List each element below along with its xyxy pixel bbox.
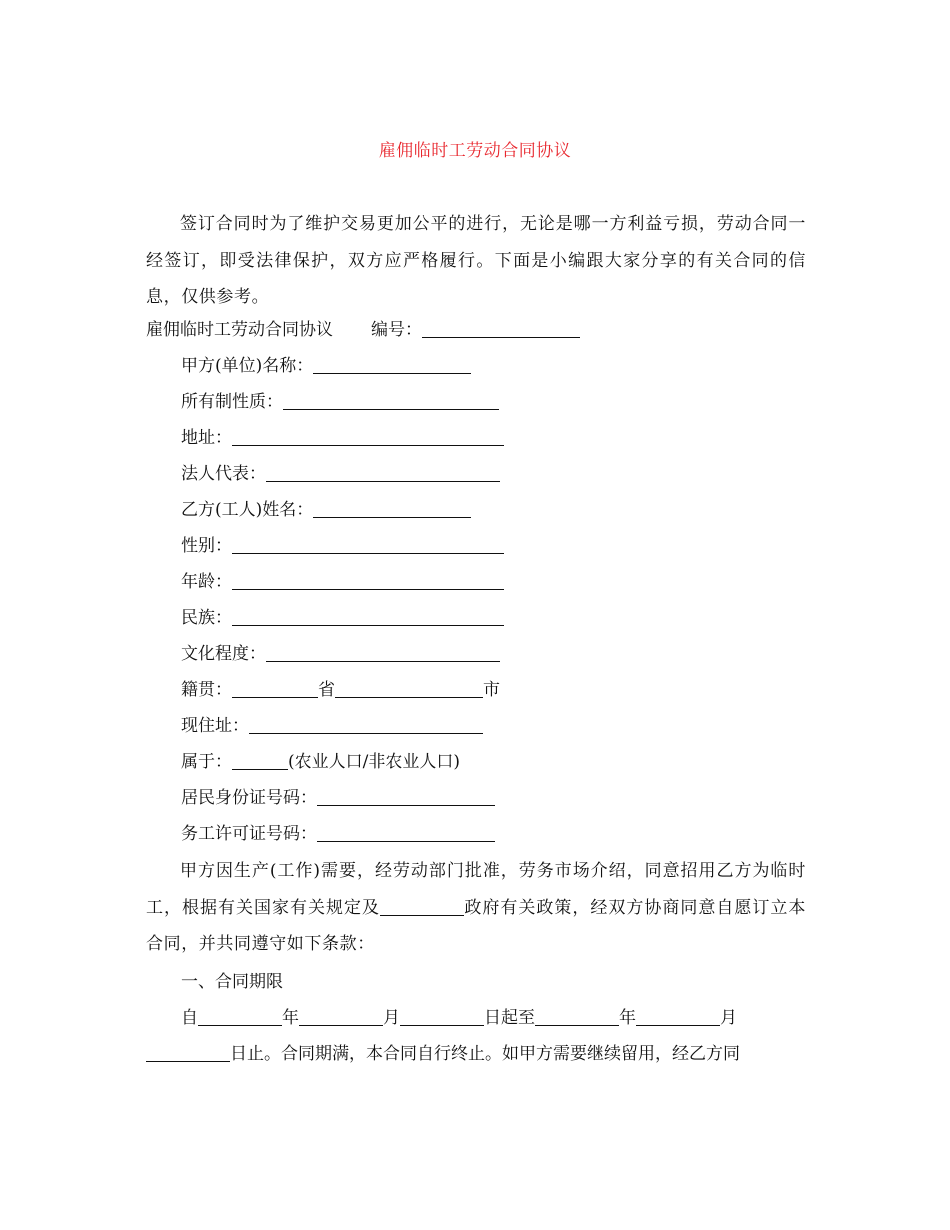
party-b-name-row: [181, 498, 471, 522]
age-label: 年龄：: [181, 572, 232, 592]
belongs-options: (农业人口/非农业人口): [288, 752, 460, 772]
party-a-name-blank: [313, 355, 471, 374]
end-year-blank: [535, 1007, 619, 1026]
education-row: [181, 642, 500, 666]
start-month-blank: [299, 1007, 383, 1026]
term-day-start: 日起至: [484, 1008, 535, 1028]
address-blank: [232, 427, 504, 446]
term-month2: 月: [720, 1008, 737, 1028]
current-address-label: 现住址：: [181, 716, 249, 736]
ownership-row: [181, 390, 499, 414]
work-permit-label: 务工许可证号码：: [181, 824, 317, 844]
party-b-name-label: 乙方(工人)姓名：: [181, 500, 314, 520]
term-month: 月: [383, 1008, 400, 1028]
belongs-label: 属于：: [181, 752, 232, 772]
legal-rep-label: 法人代表：: [181, 464, 266, 484]
gender-blank: [232, 535, 504, 554]
recruit-text-1: 甲方因生产(工作)需要，经劳动部门批准，劳务市场介绍，同意招用乙方为临时工，根据有关国家有关规定及: [146, 861, 806, 918]
term-year2: 年: [619, 1008, 636, 1028]
work-permit-blank: [317, 823, 495, 842]
party-a-name-row: [181, 354, 471, 378]
work-permit-row: [181, 822, 495, 846]
header-line: [146, 318, 580, 342]
term-year: 年: [282, 1008, 299, 1028]
ownership-label: 所有制性质：: [181, 392, 283, 412]
native-province-label: 省: [318, 680, 335, 700]
recruit-text-2: 政府有关政策，经双方协商同意自愿订立本合同，并共同遵守如下条款：: [146, 897, 806, 954]
start-day-blank: [400, 1007, 484, 1026]
gender-label: 性别：: [181, 536, 232, 556]
document-title: 雇佣临时工劳动合同协议: [378, 141, 572, 161]
current-address-blank: [249, 715, 483, 734]
legal-rep-blank: [266, 463, 500, 482]
term-row-1: [181, 1006, 737, 1030]
party-a-name-label: 甲方(单位)名称：: [181, 356, 314, 376]
ownership-blank: [283, 391, 499, 410]
term-from: 自: [181, 1008, 198, 1028]
current-address-row: [181, 714, 483, 738]
ethnicity-row: [181, 606, 504, 630]
native-city-blank: [335, 679, 483, 698]
education-blank: [266, 643, 500, 662]
address-label: 地址：: [181, 428, 232, 448]
native-province-blank: [232, 679, 318, 698]
belongs-row: [181, 750, 460, 774]
age-row: [181, 570, 504, 594]
end-month-blank: [636, 1007, 720, 1026]
end-day-blank: [146, 1043, 230, 1062]
number-label: 编号：: [371, 320, 422, 340]
recruit-paragraph: [146, 853, 806, 963]
government-blank: [380, 897, 464, 916]
section1-heading: 一、合同期限: [181, 972, 283, 992]
number-blank: [422, 319, 580, 338]
ethnicity-blank: [232, 607, 504, 626]
id-number-blank: [317, 787, 495, 806]
legal-rep-row: [181, 462, 500, 486]
age-blank: [232, 571, 504, 590]
term-end-text: 日止。合同期满，本合同自行终止。如甲方需要继续留用，经乙方同: [230, 1044, 740, 1064]
belongs-blank: [232, 751, 288, 770]
native-place-row: [181, 678, 500, 702]
native-place-label: 籍贯：: [181, 680, 232, 700]
id-number-label: 居民身份证号码：: [181, 788, 317, 808]
party-b-name-blank: [313, 499, 471, 518]
gender-row: [181, 534, 504, 558]
start-year-blank: [198, 1007, 282, 1026]
address-row: [181, 426, 504, 450]
ethnicity-label: 民族：: [181, 608, 232, 628]
native-city-label: 市: [483, 680, 500, 700]
term-row-2: [146, 1042, 740, 1066]
header-line-label: 雇佣临时工劳动合同协议: [146, 320, 333, 340]
id-number-row: [181, 786, 495, 810]
intro-paragraph: 签订合同时为了维护交易更加公平的进行，无论是哪一方利益亏损，劳动合同一经签订，即受法律保护，双方应严格履行。下面是小编跟大家分享的有关合同的信息，仅供参考。: [146, 214, 806, 307]
education-label: 文化程度：: [181, 644, 266, 664]
